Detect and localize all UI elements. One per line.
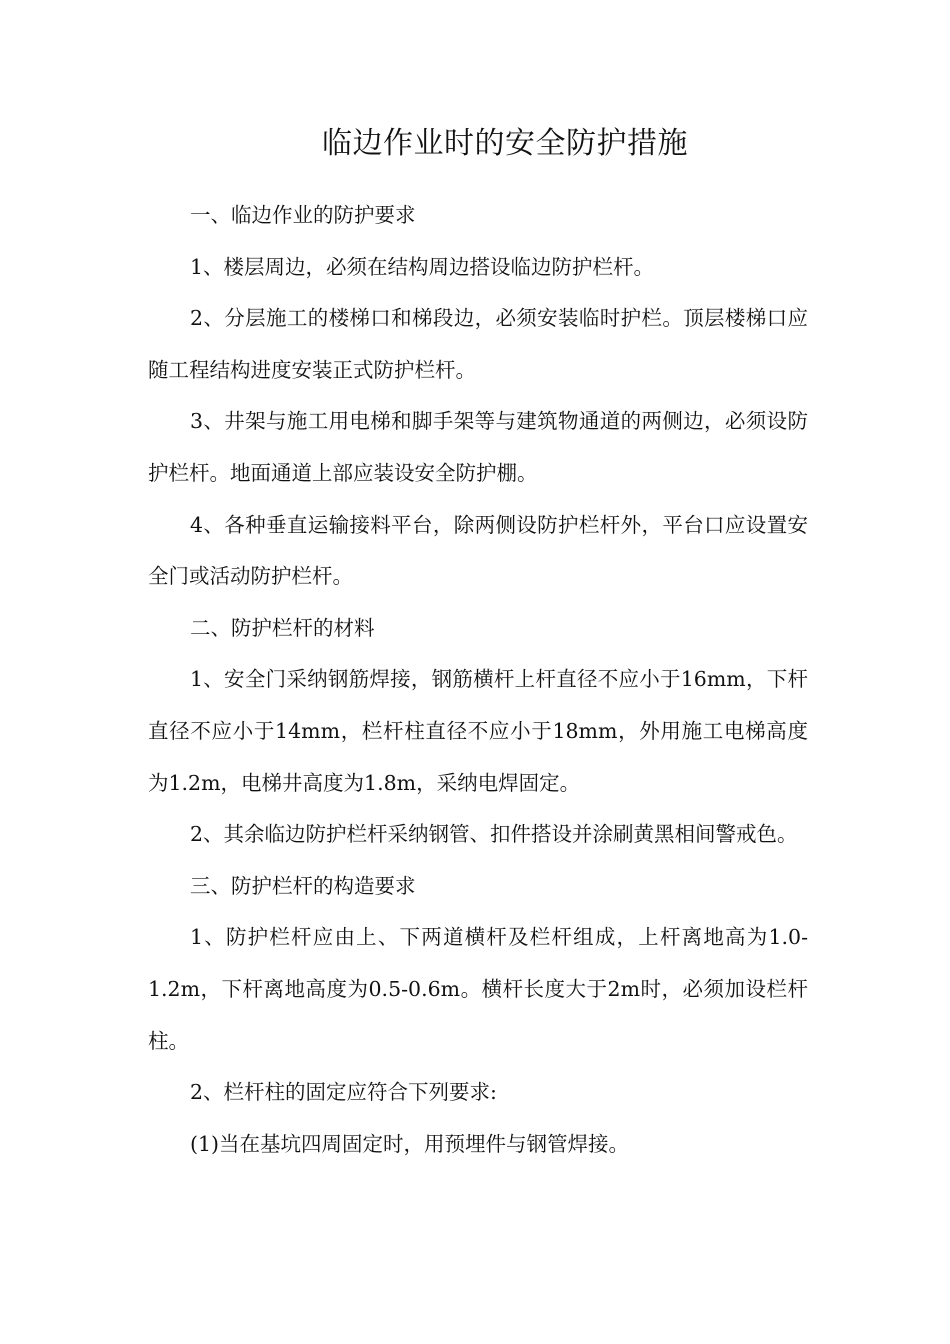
document-body: [148, 190, 808, 1170]
paragraph-3-2-1: (1)当在基坑四周固定时，用预埋件与钢管焊接。: [190, 1131, 630, 1156]
document-title: 临边作业时的安全防护措施: [322, 126, 688, 161]
section-heading-3: 三、防护栏杆的构造要求: [190, 873, 416, 898]
section-heading-2: 二、防护栏杆的材料: [190, 615, 375, 640]
paragraph-2-1: 1、安全门采纳钢筋焊接，钢筋横杆上杆直径不应小于16mm，下杆直径不应小于14mm，栏杆柱直径不应小于18mm，外用施工电梯高度为1.2m，电梯井高度为1.8m，采纳电焊固定。: [148, 667, 808, 795]
paragraph-1-3: 3、井架与施工用电梯和脚手架等与建筑物通道的两侧边，必须设防护栏杆。地面通道上部应装设安全防护棚。: [148, 409, 808, 485]
paragraph-2-2: 2、其余临边防护栏杆采纳钢管、扣件搭设并涂刷黄黑相间警戒色。: [190, 822, 798, 847]
section-heading-1: 一、临边作业的防护要求: [190, 203, 416, 227]
paragraph-3-2: 2、栏杆柱的固定应符合下列要求:: [190, 1080, 497, 1105]
paragraph-3-1: 1、防护栏杆应由上、下两道横杆及栏杆组成，上杆离地高为1.0-1.2m，下杆离地高度为0.5-0.6m。横杆长度大于2m时，必须加设栏杆柱。: [148, 925, 808, 1053]
paragraph-1-1: 1、楼层周边，必须在结构周边搭设临边防护栏杆。: [190, 254, 655, 279]
paragraph-1-2: 2、分层施工的楼梯口和梯段边，必须安装临时护栏。顶层楼梯口应随工程结构进度安装正式防护栏杆。: [148, 306, 808, 382]
paragraph-1-4: 4、各种垂直运输接料平台，除两侧设防护栏杆外，平台口应设置安全门或活动防护栏杆。: [148, 512, 808, 589]
